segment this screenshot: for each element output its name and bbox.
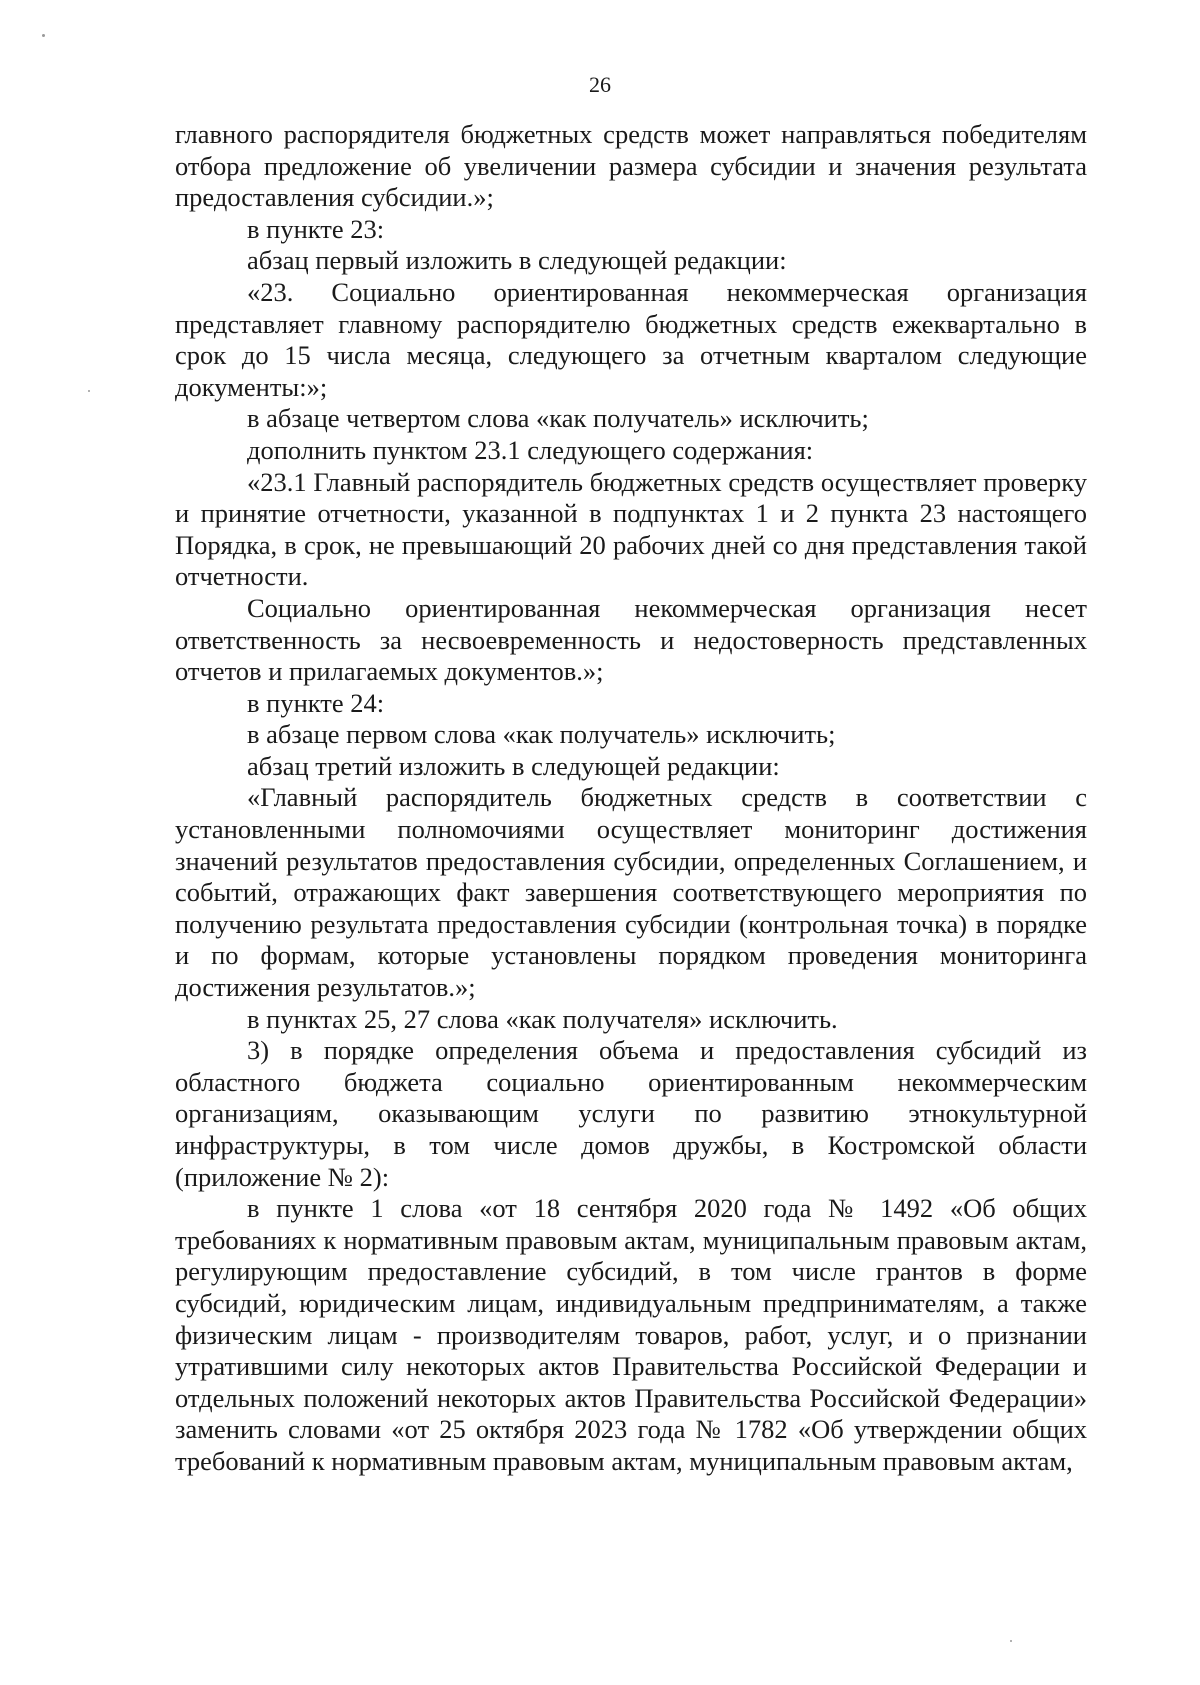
scan-speck (88, 390, 90, 392)
paragraph-15: в пункте 1 слова «от 18 сентября 2020 года № 1492 «Об общих требованиях к нормативным правовым актам, муниципальным правовым актам, регулирующим предоставление субсидий, в том числе грантов в форме субсидий, юридическим лицам, индивидуальным предпринимателям, а также физическим лицам - производителям товаров, работ, услуг, и о признании утратившими силу некоторых актов Правительства Российской Федерации и отдельных положений некоторых актов Правительства Российской Федерации» заменить словами «от 25 октября 2023 года № 1782 «Об утверждении общих требований к нормативным правовым актам, муниципальным правовым актам, (175, 1193, 1087, 1476)
paragraph-2: в пункте 23: (247, 213, 385, 244)
paragraph-9: в пункте 24: (247, 687, 385, 718)
scan-speck (1010, 1640, 1012, 1642)
page-number: 26 (589, 72, 611, 97)
paragraph-13: в пунктах 25, 27 слова «как получателя» исключить. (247, 1003, 838, 1034)
paragraph-10: в абзаце первом слова «как получатель» исключить; (247, 719, 836, 750)
paragraph-3: абзац первый изложить в следующей редакции: (247, 245, 787, 276)
paragraph-12: «Главный распорядитель бюджетных средств в соответствии с установленными полномочиями осуществляет мониторинг достижения значений результатов предоставления субсидии, определенных Соглашением, и событий, отражающих факт завершения соответствующего мероприятия по получению результата предоставления субсидии (контрольная точка) в порядке и по формам, которые установлены порядком проведения мониторинга достижения результатов.»; (175, 782, 1087, 1003)
paragraph-8: Социально ориентированная некоммерческая организация несет ответственность за несвоевременность и недостоверность представленных отчетов и прилагаемых документов.»; (175, 592, 1087, 687)
paragraph-11: абзац третий изложить в следующей редакции: (247, 750, 780, 781)
paragraph-6: дополнить пунктом 23.1 следующего содержания: (247, 434, 814, 465)
paragraph-1: главного распорядителя бюджетных средств может направляться победителям отбора предложение об увеличении размера субсидии и значения результата предоставления субсидии.»; (175, 119, 1087, 213)
document-body (175, 119, 1087, 1478)
paragraph-5: в абзаце четвертом слова «как получатель» исключить; (247, 403, 869, 434)
scan-speck (42, 34, 45, 37)
paragraph-4: «23. Социально ориентированная некоммерческая организация представляет главному распорядителю бюджетных средств ежеквартально в срок до 15 числа месяца, следующего за отчетным кварталом следующие документы:»; (175, 276, 1087, 402)
paragraph-14: 3) в порядке определения объема и предоставления субсидий из областного бюджета социально ориентированным некоммерческим организациям, оказывающим услуги по развитию этнокультурной инфраструктуры, в том числе домов дружбы, в Костромской области (приложение № 2): (175, 1035, 1087, 1192)
paragraph-7: «23.1 Главный распорядитель бюджетных средств осуществляет проверку и принятие отчетности, указанной в подпунктах 1 и 2 пункта 23 настоящего Порядка, в срок, не превышающий 20 рабочих дней со дня представления такой отчетности. (175, 466, 1087, 592)
